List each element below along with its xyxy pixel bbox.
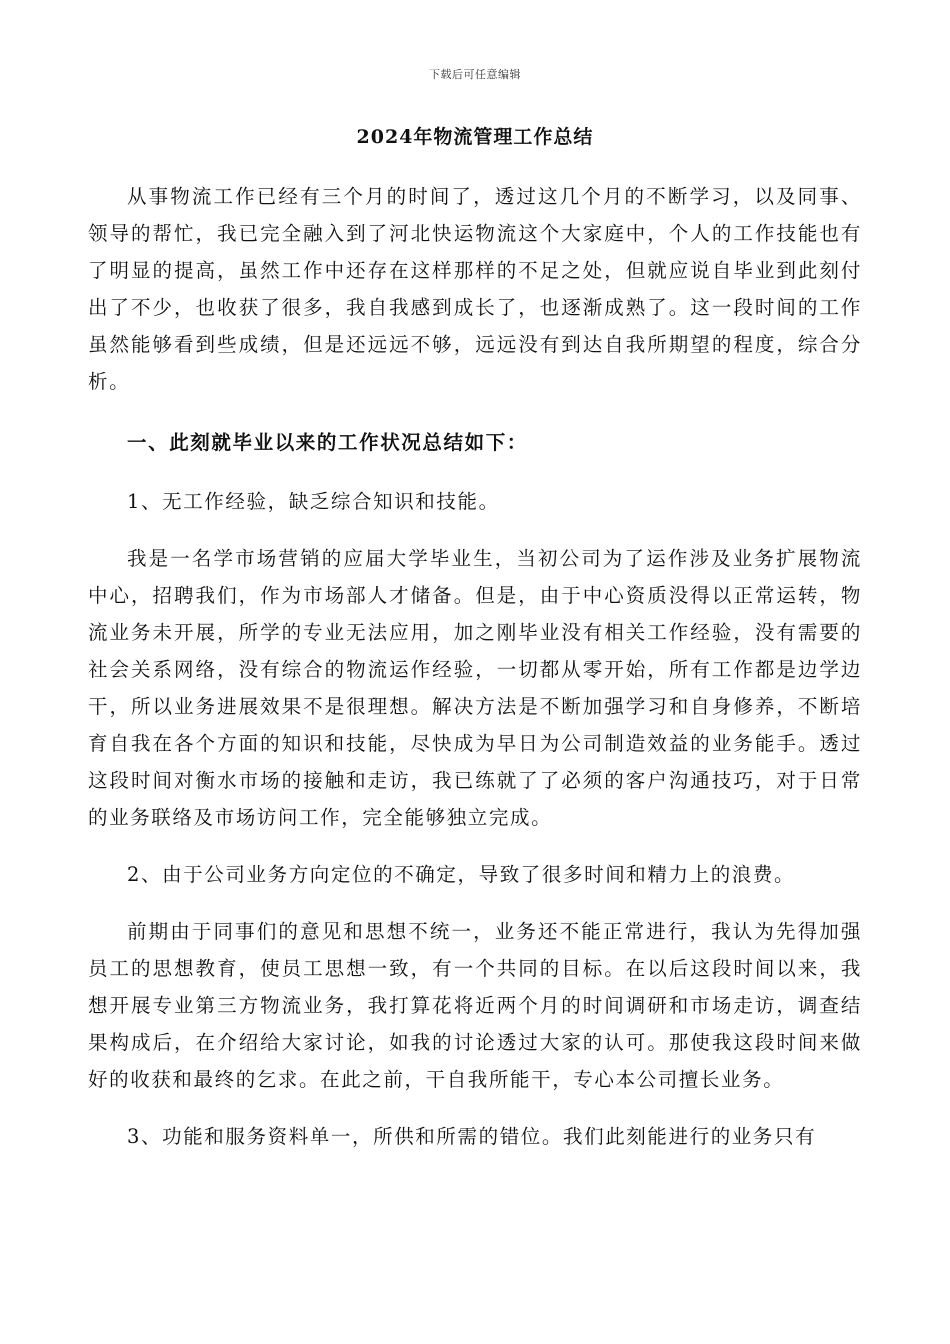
page-title: 2024年物流管理工作总结 — [356, 126, 594, 148]
item-1-body: 我是一名学市场营销的应届大学毕业生，当初公司为了运作涉及业务扩展物流中心，招聘我们，作为市场部人才储备。但是，由于中心资质没得以正常运转，物流业务未开展，所学的专业无法应用，加之刚毕业没有相关工作经验，没有需要的社会关系网络，没有综合的物流运作经验，一切都从零开始，所有工作都是边学边干，所以业务进展效果不是很理想。解决方法是不断加强学习和自身修养，不断培育自我在各个方面的知识和技能，尽快成为早日为公司制造效益的业务能手。透过这段时间对衡水市场的接触和走访，我已练就了了必须的客户沟通技巧，对于日常的业务联络及市场访问工作，完全能够独立完成。 — [88, 547, 862, 829]
item-1-title: 1、无工作经验，缺乏综合知识和技能。 — [127, 490, 500, 513]
item-2-title: 2、由于公司业务方向定位的不确定，导致了很多时间和精力上的浪费。 — [127, 863, 796, 886]
header-note: 下载后可任意编辑 — [429, 68, 521, 81]
intro-paragraph: 从事物流工作已经有三个月的时间了，透过这几个月的不断学习，以及同事、领导的帮忙，我已完全融入到了河北快运物流这个大家庭中，个人的工作技能也有了明显的提高，虽然工作中还存在这样那样的不足之处，但就应说自毕业到此刻付出了不少，也收获了很多，我自我感到成长了，也逐渐成熟了。这一段时间的工作虽然能够看到些成绩，但是还远远不够，远远没有到达自我所期望的程度，综合分析。 — [88, 185, 862, 393]
section-heading: 一、此刻就毕业以来的工作状况总结如下： — [127, 431, 528, 454]
document-body — [88, 178, 862, 1175]
item-3-title: 3、功能和服务资料单一，所供和所需的错位。我们此刻能进行的业务只有 — [127, 1125, 817, 1148]
item-2-body: 前期由于同事们的意见和思想不统一，业务还不能正常进行，我认为先得加强员工的思想教育，使员工思想一致，有一个共同的目标。在以后这段时间以来，我想开展专业第三方物流业务，我打算花将近两个月的时间调研和市场走访，调查结果构成后，在介绍给大家讨论，如我的讨论透过大家的认可。那使我这段时间来做好的收获和最终的乞求。在此之前，干自我所能干，专心本公司擅长业务。 — [88, 920, 862, 1091]
